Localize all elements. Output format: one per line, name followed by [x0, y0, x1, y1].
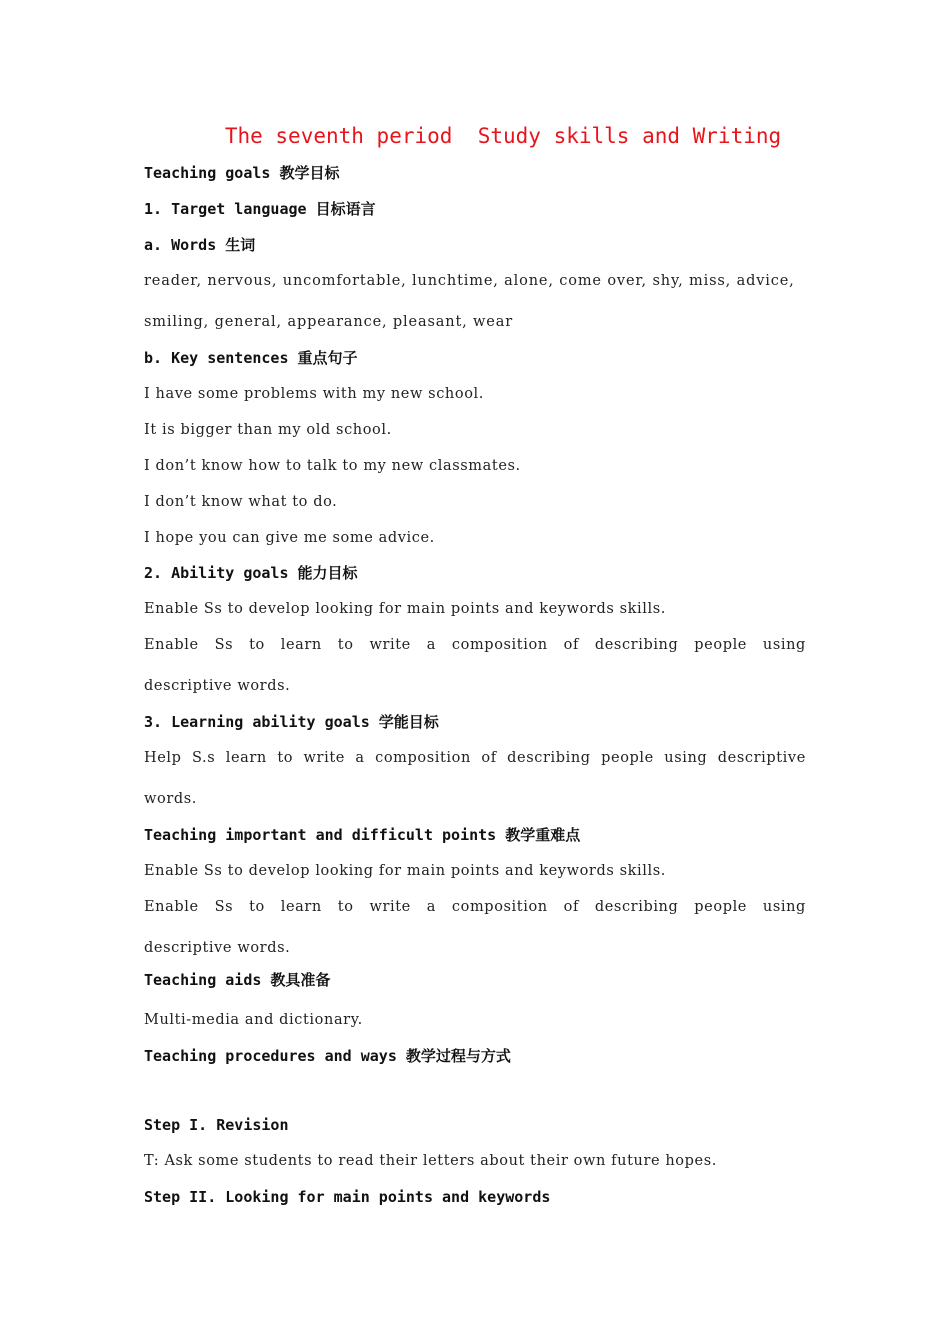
ability-line-3: descriptive words.	[144, 678, 291, 694]
heading-step-2: Step II. Looking for main points and keywords	[144, 1188, 551, 1206]
sentence-5: I hope you can give me some advice.	[144, 530, 435, 546]
word: learn	[280, 899, 322, 915]
word: to	[277, 750, 294, 766]
word: a	[426, 637, 436, 653]
word: write	[369, 899, 411, 915]
sentence-2: It is bigger than my old school.	[144, 422, 392, 438]
word: write	[303, 750, 345, 766]
learning-line-2: words.	[144, 791, 198, 807]
ability-line-2	[144, 636, 806, 654]
word: using	[762, 637, 806, 653]
heading-words: a. Words 生词	[144, 236, 256, 254]
word: using	[664, 750, 708, 766]
word: learn	[225, 750, 267, 766]
heading-key-sentences: b. Key sentences 重点句子	[144, 349, 358, 367]
word: to	[337, 637, 354, 653]
word: describing	[594, 899, 679, 915]
word: people	[601, 750, 654, 766]
important-line-1: Enable Ss to develop looking for main points and keywords skills.	[144, 863, 666, 879]
word: a	[355, 750, 365, 766]
ability-line-1: Enable Ss to develop looking for main points and keywords skills.	[144, 601, 666, 617]
words-line-1: reader, nervous, uncomfortable, lunchtime, alone, come over, shy, miss, advice,	[144, 273, 795, 289]
page-title: The seventh period Study skills and Writing	[224, 124, 782, 148]
word: of	[563, 899, 579, 915]
important-line-2	[144, 898, 806, 916]
word: Ss	[214, 899, 234, 915]
word: Ss	[214, 637, 234, 653]
word: to	[337, 899, 354, 915]
heading-ability-goals: 2. Ability goals 能力目标	[144, 564, 358, 582]
word: Enable	[144, 637, 199, 653]
words-line-2: smiling, general, appearance, pleasant, wear	[144, 314, 514, 330]
word: of	[481, 750, 497, 766]
word: a	[426, 899, 436, 915]
word: write	[369, 637, 411, 653]
step-1-text: T: Ask some students to read their letters about their own future hopes.	[144, 1153, 717, 1169]
heading-procedures: Teaching procedures and ways 教学过程与方式	[144, 1047, 511, 1065]
word: composition	[451, 899, 548, 915]
learning-line-1	[144, 749, 806, 767]
aids-line-1: Multi-media and dictionary.	[144, 1012, 363, 1028]
heading-teaching-goals: Teaching goals 教学目标	[144, 164, 340, 182]
word: people	[694, 899, 747, 915]
word: learn	[280, 637, 322, 653]
word: people	[694, 637, 747, 653]
word: S.s	[192, 750, 216, 766]
word: composition	[451, 637, 548, 653]
word: Help	[144, 750, 182, 766]
word: to	[249, 899, 265, 915]
word: composition	[375, 750, 471, 766]
heading-target-language: 1. Target language 目标语言	[144, 200, 376, 218]
word: to	[249, 637, 265, 653]
word: describing	[507, 750, 591, 766]
word: of	[563, 637, 579, 653]
word: describing	[594, 637, 679, 653]
heading-learning-goals: 3. Learning ability goals 学能目标	[144, 713, 439, 731]
important-line-3: descriptive words.	[144, 940, 291, 956]
sentence-1: I have some problems with my new school.	[144, 386, 484, 402]
word: descriptive	[717, 750, 806, 766]
heading-important-points: Teaching important and difficult points 教学重难点	[144, 826, 581, 844]
heading-step-1: Step I. Revision	[144, 1116, 289, 1134]
sentence-4: I don’t know what to do.	[144, 494, 338, 510]
word: Enable	[144, 899, 199, 915]
heading-teaching-aids: Teaching aids 教具准备	[144, 971, 331, 989]
word: using	[762, 899, 806, 915]
sentence-3: I don’t know how to talk to my new classmates.	[144, 458, 521, 474]
